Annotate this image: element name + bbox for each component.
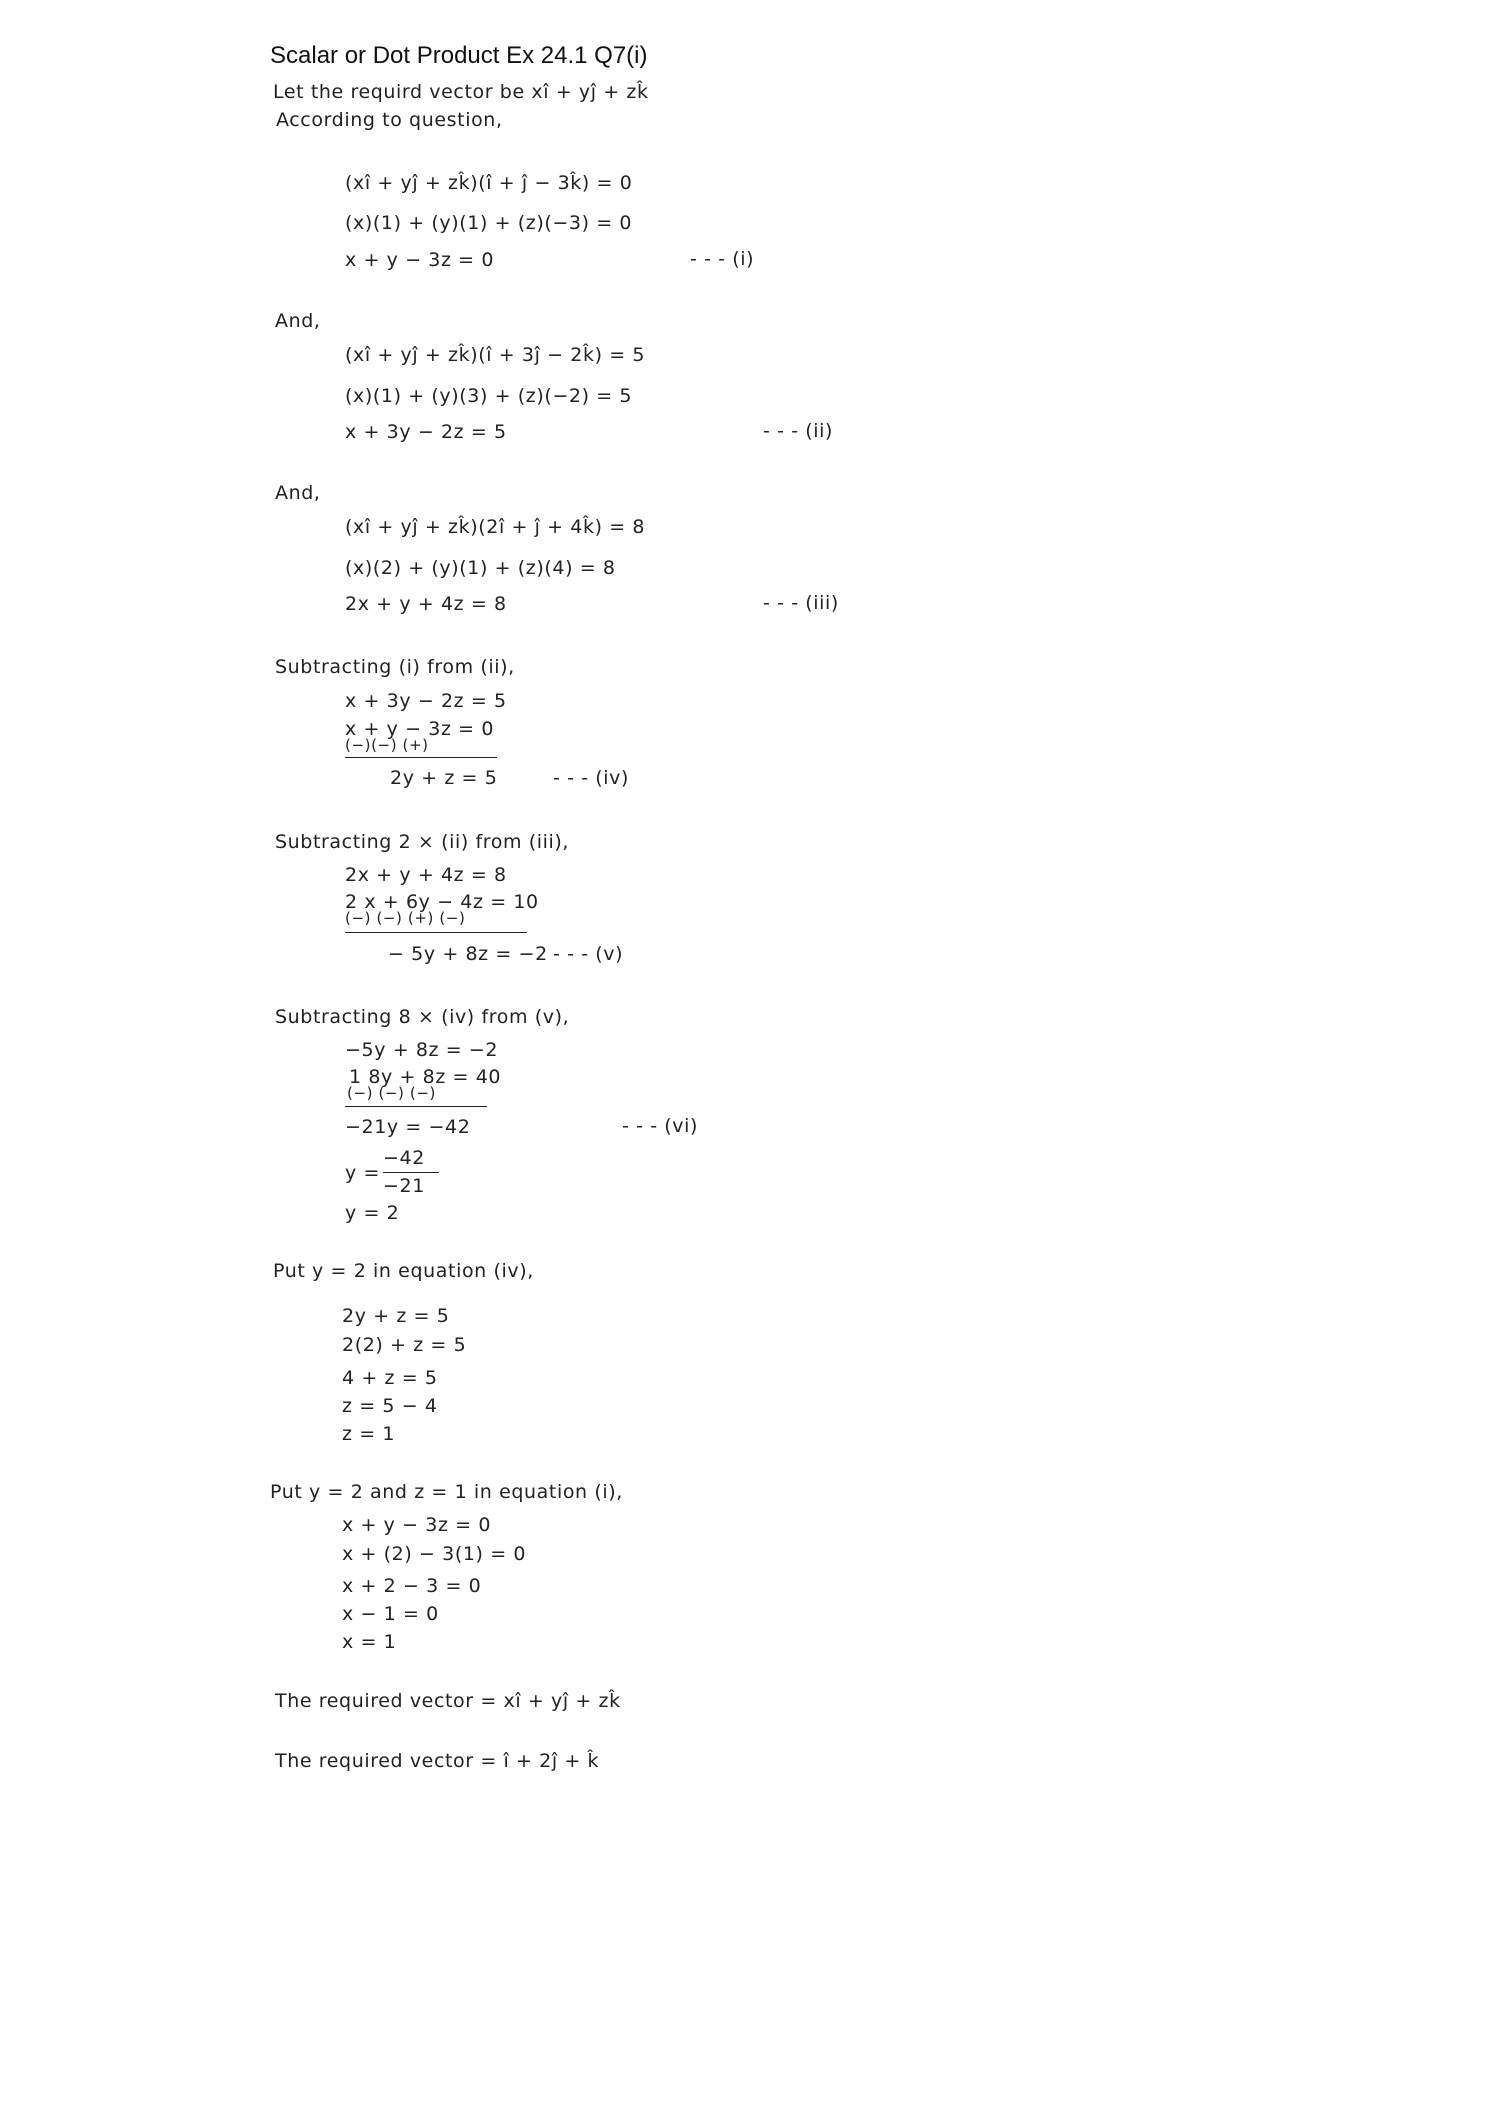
working-line: x + 2 − 3 = 0 bbox=[342, 1575, 482, 1597]
equation-line: (xî + yĵ + zk̂)(2î + ĵ + 4k̂) = 8 bbox=[345, 516, 646, 538]
subtraction-rule bbox=[345, 757, 497, 758]
working-line: z = 1 bbox=[342, 1423, 396, 1445]
step-heading: Subtracting 8 × (iv) from (v), bbox=[275, 1006, 570, 1028]
fraction-lhs: y = bbox=[345, 1162, 381, 1184]
working-line: 2 x + 6y − 4z = 10 bbox=[345, 891, 539, 913]
working-line: x + 3y − 2z = 5 bbox=[345, 690, 507, 712]
and-label: And, bbox=[275, 310, 321, 332]
equation-tag: - - - (vi) bbox=[622, 1115, 699, 1137]
fraction-denominator: −21 bbox=[383, 1175, 425, 1197]
sign-row: (−)(−) (+) bbox=[345, 736, 429, 754]
equation-line: x + 3y − 2z = 5 bbox=[345, 421, 507, 443]
working-line: 2x + y + 4z = 8 bbox=[345, 864, 507, 886]
sign-row: (−) (−) (+) (−) bbox=[345, 909, 466, 927]
equation-line: x + y − 3z = 0 bbox=[345, 249, 495, 271]
working-line: 2y + z = 5 bbox=[342, 1305, 450, 1327]
equation-line: (x)(1) + (y)(1) + (z)(−3) = 0 bbox=[345, 212, 633, 234]
working-line: −5y + 8z = −2 bbox=[345, 1039, 499, 1061]
working-line: x + (2) − 3(1) = 0 bbox=[342, 1543, 527, 1565]
equation-tag: - - - (v) bbox=[553, 943, 624, 965]
result-line: −21y = −42 bbox=[345, 1116, 471, 1138]
page-title: Scalar or Dot Product Ex 24.1 Q7(i) bbox=[270, 42, 648, 69]
working-line: x − 1 = 0 bbox=[342, 1603, 439, 1625]
step-heading: Subtracting 2 × (ii) from (iii), bbox=[275, 831, 570, 853]
step-heading: Put y = 2 in equation (iv), bbox=[273, 1260, 534, 1282]
working-line: x + y − 3z = 0 bbox=[345, 718, 495, 740]
working-line: 2(2) + z = 5 bbox=[342, 1334, 467, 1356]
working-line: 1 8y + 8z = 40 bbox=[349, 1066, 502, 1088]
result-line: 2y + z = 5 bbox=[390, 767, 498, 789]
equation-line: (x)(2) + (y)(1) + (z)(4) = 8 bbox=[345, 557, 616, 579]
and-label: And, bbox=[275, 482, 321, 504]
working-line: 4 + z = 5 bbox=[342, 1367, 438, 1389]
subtraction-rule bbox=[345, 932, 527, 933]
equation-tag: - - - (iv) bbox=[553, 767, 630, 789]
step-heading: Put y = 2 and z = 1 in equation (i), bbox=[270, 1481, 623, 1503]
fraction-numerator: −42 bbox=[383, 1147, 425, 1169]
answer-line: y = 2 bbox=[345, 1202, 400, 1224]
equation-line: (xî + yĵ + zk̂)(î + 3ĵ − 2k̂) = 5 bbox=[345, 344, 646, 366]
conclusion-line: The required vector = xî + yĵ + zk̂ bbox=[275, 1690, 621, 1712]
working-line: x = 1 bbox=[342, 1631, 397, 1653]
equation-tag: - - - (i) bbox=[690, 248, 755, 270]
equation-tag: - - - (iii) bbox=[763, 592, 839, 614]
conclusion-line: The required vector = î + 2ĵ + k̂ bbox=[275, 1750, 600, 1772]
subtraction-rule bbox=[345, 1106, 487, 1107]
working-line: x + y − 3z = 0 bbox=[342, 1514, 492, 1536]
working-line: z = 5 − 4 bbox=[342, 1395, 438, 1417]
equation-line: 2x + y + 4z = 8 bbox=[345, 593, 507, 615]
result-line: − 5y + 8z = −2 bbox=[388, 943, 548, 965]
fraction bbox=[345, 1149, 445, 1199]
intro-line: According to question, bbox=[276, 109, 503, 131]
intro-line: Let the requird vector be xî + yĵ + zk̂ bbox=[273, 81, 649, 103]
sign-row: (−) (−) (−) bbox=[347, 1084, 436, 1102]
step-heading: Subtracting (i) from (ii), bbox=[275, 656, 515, 678]
equation-line: (xî + yĵ + zk̂)(î + ĵ − 3k̂) = 0 bbox=[345, 172, 633, 194]
fraction-bar bbox=[383, 1172, 439, 1173]
equation-line: (x)(1) + (y)(3) + (z)(−2) = 5 bbox=[345, 385, 633, 407]
equation-tag: - - - (ii) bbox=[763, 420, 834, 442]
